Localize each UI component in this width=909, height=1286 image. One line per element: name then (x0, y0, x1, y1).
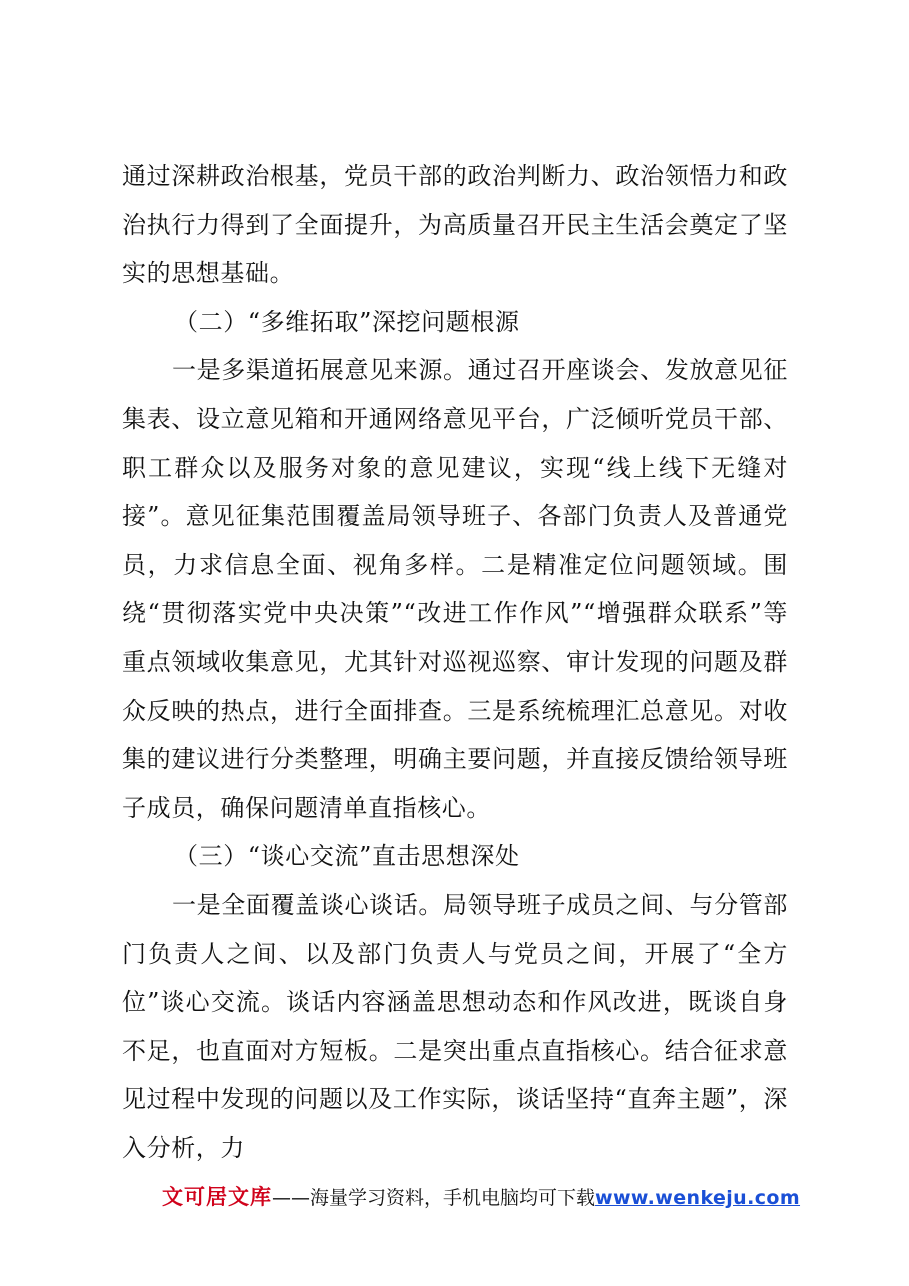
footer-tagline: ——海量学习资料，手机电脑均可下载 (272, 1187, 596, 1209)
paragraph-intro: 通过深耕政治根基，党员干部的政治判断力、政治领悟力和政治执行力得到了全面提升，为高质量召开民主生活会奠定了坚实的思想基础。 (122, 162, 788, 288)
section-heading-3: （三）“谈心交流”直击思想深处 (174, 842, 520, 871)
paragraph-section-2: 一是多渠道拓展意见来源。通过召开座谈会、发放意见征集表、设立意见箱和开通网络意见平台，广泛倾听党员干部、职工群众以及服务对象的意见建议，实现“线上线下无缝对接”。意见征集范围覆盖局领导班子、各部门负责人及普通党员，力求信息全面、视角多样。二是精准定位问题领域。围绕“贯彻落实党中央决策”“改进工作作风”“增强群众联系”等重点领域收集意见，尤其针对巡视巡察、审计发现的问题及群众反映的热点，进行全面排查。三是系统梳理汇总意见。对收集的建议进行分类整理，明确主要问题，并直接反馈给领导班子成员，确保问题清单直指核心。 (122, 356, 788, 822)
section-heading-2: （二）“多维拓取”深挖问题根源 (174, 307, 520, 336)
footer-site-link[interactable]: www.wenkeju.com (595, 1187, 801, 1209)
footer-brand: 文可居文库 (162, 1185, 272, 1209)
paragraph-section-3: 一是全面覆盖谈心谈话。局领导班子成员之间、与分管部门负责人之间、以及部门负责人与党员之间，开展了“全方位”谈心交流。谈话内容涵盖思想动态和作风改进，既谈自身不足，也直面对方短板。二是突出重点直指核心。结合征求意见过程中发现的问题以及工作实际，谈话坚持“直奔主题”，深入分析，力 (122, 890, 788, 1162)
footer-banner (162, 1180, 801, 1214)
document-body (122, 152, 788, 1172)
